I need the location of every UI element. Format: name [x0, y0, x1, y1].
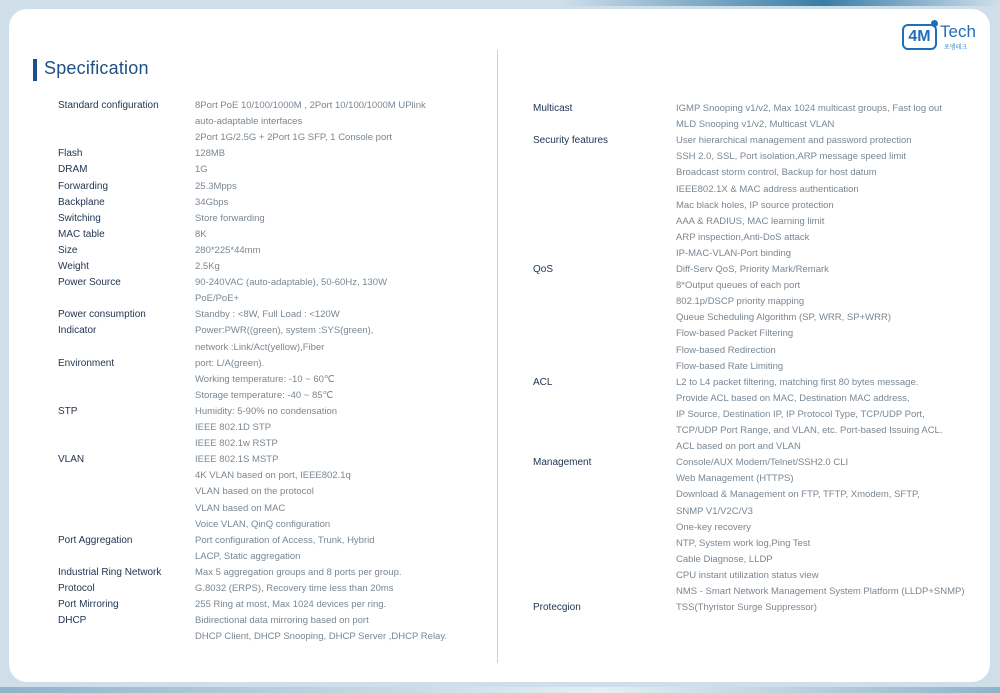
spec-row: [533, 214, 983, 230]
spec-value: 8*Output queues of each port: [676, 280, 801, 292]
spec-value: Console/AUX Modem/Telnet/SSH2.0 CLI: [676, 457, 849, 469]
spec-value: PoE/PoE+: [195, 293, 240, 305]
spec-value: IGMP Snooping v1/v2, Max 1024 multicast groups, Fast log out: [676, 103, 942, 114]
spec-value: Provide ACL based on MAC, Destination MAC address,: [676, 392, 910, 404]
spec-label: Power Source: [58, 277, 121, 289]
spec-row: [58, 372, 488, 388]
spec-value: ARP inspection,Anti-DoS attack: [676, 231, 810, 243]
spec-value: Mac black holes, IP source protection: [676, 199, 834, 211]
spec-label: Port Aggregation: [58, 534, 133, 546]
spec-row: [533, 343, 983, 359]
spec-label: Power consumption: [58, 309, 146, 321]
spec-value: IEEE 802.1S MSTP: [195, 454, 279, 466]
spec-row: [58, 211, 488, 227]
spec-value: Bidirectional data mirroring based on port: [195, 615, 369, 627]
company-logo: [902, 22, 980, 52]
spec-row: [58, 452, 488, 468]
spec-value: ACL based on port and VLAN: [676, 441, 801, 453]
spec-value: Flow-based Redirection: [676, 344, 776, 356]
spec-value: 90-240VAC (auto-adaptable), 50-60Hz, 130W: [195, 277, 388, 289]
spec-label: Multicast: [533, 103, 573, 114]
spec-row: [533, 439, 983, 455]
spec-value: Broadcast storm control, Backup for host datum: [676, 167, 877, 179]
spec-value: SNMP V1/V2C/V3: [676, 505, 753, 517]
spec-label: Protecgion: [533, 602, 581, 614]
spec-value: L2 to L4 packet filtering, matching first 80 bytes message.: [676, 376, 919, 388]
spec-label: Switching: [58, 212, 101, 224]
spec-label: Port Mirroring: [58, 599, 119, 611]
spec-row: [58, 275, 488, 291]
spec-label: DHCP: [58, 615, 87, 627]
spec-row: [58, 629, 488, 645]
spec-label: Forwarding: [58, 180, 109, 192]
spec-value: 128MB: [195, 148, 226, 160]
spec-row: [58, 243, 488, 259]
column-divider: [497, 50, 498, 663]
spec-row: [533, 117, 983, 133]
spec-label: QoS: [533, 264, 554, 275]
spec-row: [58, 388, 488, 404]
spec-label: Flash: [58, 148, 83, 160]
spec-row: [533, 182, 983, 198]
spec-value: IEEE 802.1w RSTP: [195, 438, 278, 450]
spec-value: IEEE 802.1D STP: [195, 422, 272, 433]
spec-value: CPU instant utilization status view: [676, 569, 819, 581]
spec-label: Size: [58, 244, 78, 256]
spec-value: VLAN based on MAC: [195, 502, 286, 514]
spec-row: [533, 584, 983, 600]
spec-label: Indicator: [58, 325, 97, 337]
spec-value: 8K: [195, 228, 207, 240]
spec-label: Weight: [58, 261, 89, 272]
spec-value: IP Source, Destination IP, IP Protocol Type, TCP/UDP Port,: [676, 408, 925, 420]
spec-value: Flow-based Rate Limiting: [676, 360, 784, 372]
spec-row: [58, 597, 488, 613]
spec-value: One-key recovery: [676, 521, 751, 533]
spec-value: port: L/A(green).: [195, 357, 265, 369]
spec-value: 280*225*44mm: [195, 244, 261, 256]
spec-row: [533, 487, 983, 503]
spec-value: Store forwarding: [195, 212, 265, 224]
spec-value: Cable Diagnose, LLDP: [676, 553, 773, 565]
spec-label: Standard configuration: [58, 100, 159, 111]
spec-row: [533, 133, 983, 149]
spec-row: [533, 278, 983, 294]
spec-row: [58, 259, 488, 275]
spec-row: [58, 340, 488, 356]
spec-row: [58, 404, 488, 420]
spec-row: [58, 581, 488, 597]
spec-row: [533, 294, 983, 310]
spec-row: [58, 420, 488, 436]
title-accent-bar: [33, 59, 37, 81]
page-title: Specification: [44, 58, 149, 78]
spec-row: [58, 195, 488, 211]
spec-value: Queue Scheduling Algorithm (SP, WRR, SP+WRR): [676, 312, 891, 324]
spec-value: Flow-based Packet Filtering: [676, 328, 794, 340]
top-accent-stripe: [560, 0, 1000, 6]
spec-value: SSH 2.0, SSL, Port isolation,ARP message speed limit: [676, 151, 907, 163]
spec-value: Web Management (HTTPS): [676, 473, 794, 485]
spec-label: ACL: [533, 376, 553, 388]
spec-value: 2Port 1G/2.5G + 2Port 1G SFP, 1 Console port: [195, 132, 393, 144]
spec-value: Storage temperature: -40 ~ 85℃: [195, 389, 334, 401]
bottom-accent-stripe: [0, 687, 1000, 693]
spec-row: [58, 484, 488, 500]
spec-row: [533, 407, 983, 423]
spec-row: [533, 230, 983, 246]
spec-row: [533, 536, 983, 552]
spec-value: 34Gbps: [195, 196, 229, 208]
spec-value: IEEE802.1X & MAC address authentication: [676, 183, 859, 195]
spec-value: auto-adaptable interfaces: [195, 116, 303, 128]
spec-row: [533, 552, 983, 568]
spec-value: NMS - Smart Network Management System Platform (LLDP+SNMP): [676, 586, 965, 597]
spec-value: IP-MAC-VLAN-Port binding: [676, 247, 792, 259]
spec-row: [58, 613, 488, 629]
spec-row: [58, 565, 488, 581]
spec-row: [533, 359, 983, 375]
spec-row: [533, 471, 983, 487]
spec-label: DRAM: [58, 164, 88, 176]
spec-label: Environment: [58, 357, 115, 369]
spec-value: Port configuration of Access, Trunk, Hybrid: [195, 534, 375, 546]
logo-dot-icon: [931, 20, 938, 27]
spec-row: [58, 517, 488, 533]
spec-row: [533, 149, 983, 165]
spec-value: Max 5 aggregation groups and 8 ports per group.: [195, 566, 402, 578]
spec-row: [58, 227, 488, 243]
spec-row: [533, 375, 983, 391]
spec-row: [533, 101, 983, 117]
logo-subtitle: 포엠테크: [944, 45, 968, 51]
spec-row: [58, 549, 488, 565]
spec-row: [58, 323, 488, 339]
spec-value: network :Link/Act(yellow),Fiber: [195, 341, 325, 353]
spec-row: [58, 291, 488, 307]
spec-row: [533, 423, 983, 439]
spec-row: [533, 391, 983, 407]
spec-label: STP: [58, 405, 78, 417]
spec-row: [533, 504, 983, 520]
spec-row: [58, 501, 488, 517]
spec-value: Download & Management on FTP, TFTP, Xmodem, SFTP,: [676, 489, 920, 501]
spec-value: LACP, Static aggregation: [195, 550, 301, 562]
spec-row: [533, 198, 983, 214]
spec-value: 802.1p/DSCP priority mapping: [676, 296, 805, 308]
spec-row: [533, 455, 983, 471]
spec-row: [533, 165, 983, 181]
spec-row: [58, 114, 488, 130]
spec-value: 255 Ring at most, Max 1024 devices per ring.: [195, 599, 387, 611]
spec-value: Diff-Serv QoS, Priority Mark/Remark: [676, 264, 829, 275]
spec-value: Voice VLAN, QinQ configuration: [195, 518, 331, 530]
spec-value: VLAN based on the protocol: [195, 486, 314, 498]
spec-value: G.8032 (ERPS), Recovery time less than 20ms: [195, 583, 394, 594]
spec-value: 8Port PoE 10/100/1000M , 2Port 10/100/1000M UPlink: [195, 100, 426, 111]
spec-row: [533, 310, 983, 326]
spec-label: Backplane: [58, 196, 105, 208]
spec-value: Humidity: 5-90% no condensation: [195, 405, 338, 417]
spec-row: [58, 468, 488, 484]
spec-value: Standby : <8W, Full Load : <120W: [195, 309, 340, 321]
spec-label: Management: [533, 457, 592, 469]
spec-value: 1G: [195, 164, 208, 176]
spec-row: [58, 98, 488, 114]
spec-row: [58, 179, 488, 195]
logo-word: Tech: [940, 22, 976, 41]
spec-row: [533, 326, 983, 342]
spec-value: User hierarchical management and password protection: [676, 135, 912, 147]
spec-row: [58, 130, 488, 146]
spec-value: TCP/UDP Port Range, and VLAN, etc. Port-based Issuing ACL.: [676, 425, 943, 436]
spec-row: [58, 146, 488, 162]
spec-label: MAC table: [58, 228, 105, 240]
spec-row: [533, 520, 983, 536]
spec-value: Power:PWR((green), system :SYS(green),: [195, 325, 374, 337]
spec-value: 2.5Kg: [195, 261, 220, 272]
spec-label: Security features: [533, 135, 609, 147]
spec-label: Industrial Ring Network: [58, 566, 162, 578]
spec-row: [58, 162, 488, 178]
spec-value: MLD Snooping v1/v2, Multicast VLAN: [676, 119, 835, 131]
spec-row: [533, 262, 983, 278]
spec-row: [58, 436, 488, 452]
spec-value: DHCP Client, DHCP Snooping, DHCP Server ,DHCP Relay.: [195, 631, 448, 643]
spec-row: [533, 568, 983, 584]
spec-row: [58, 533, 488, 549]
spec-row: [58, 356, 488, 372]
spec-value: TSS(Thyristor Surge Suppressor): [676, 602, 817, 614]
spec-value: Working temperature: -10 ~ 60℃: [195, 373, 335, 385]
spec-value: 4K VLAN based on port, IEEE802.1q: [195, 470, 351, 482]
spec-value: NTP, System work log,Ping Test: [676, 537, 811, 549]
spec-row: [58, 307, 488, 323]
spec-row: [533, 600, 983, 616]
spec-label: Protocol: [58, 583, 95, 594]
spec-label: VLAN: [58, 454, 85, 466]
spec-value: AAA & RADIUS, MAC learning limit: [676, 215, 825, 227]
spec-value: 25.3Mpps: [195, 180, 237, 192]
logo-mark: 4M: [902, 24, 937, 50]
spec-row: [533, 246, 983, 262]
